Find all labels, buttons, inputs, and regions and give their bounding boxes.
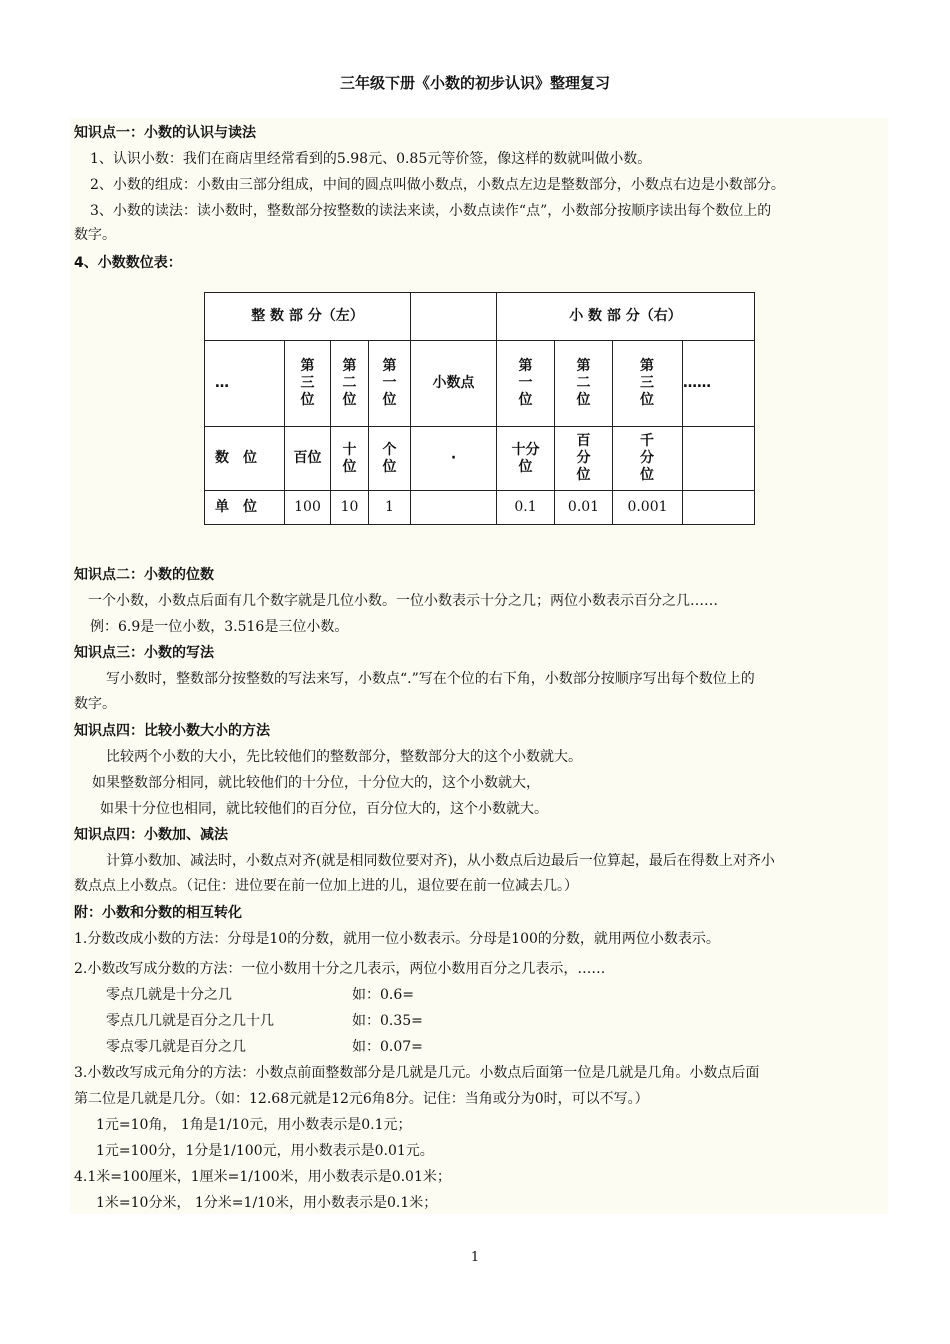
appendix-rule3-right: 如：0.07=: [352, 1039, 423, 1055]
appendix-rule1-left: 零点几就是十分之几: [106, 987, 232, 1003]
section5-p1b: 数点点上小数点。（记住：进位要在前一位加上进的儿，退位要在前一位减去几。）: [74, 878, 578, 894]
header-blank: [411, 293, 497, 341]
section1-heading: 知识点一：小数的认识与读法: [74, 125, 256, 141]
section3-p1a: 写小数时，整数部分按整数的写法来写，小数点“.”写在个位的右下角，小数部分按顺序写出每个数位上的: [106, 671, 755, 687]
unit-0-1: 0.1: [497, 491, 555, 525]
page-title: 三年级下册《小数的初步认识》整理复习: [339, 74, 610, 92]
int-first-place: 第一位: [382, 358, 397, 408]
appendix-item3d: 1元=100分，1分是1/100元，用小数表示是0.01元。: [96, 1143, 434, 1159]
unit-0-001: 0.001: [613, 491, 683, 525]
decimal-point-label: 小数点: [411, 341, 497, 427]
section3-heading: 知识点三：小数的写法: [74, 645, 214, 661]
section1-p1: 1、认识小数：我们在商店里经常看到的5.98元、0.85元等价签，像这样的数就叫做小数。: [90, 151, 652, 167]
unit-100: 100: [285, 491, 331, 525]
hundreds-place: 百位: [285, 427, 331, 491]
appendix-item3a: 3.小数改写成元角分的方法：小数点前面整数部分是几就是几元。小数点后面第一位是几就是几角。小数点后面: [74, 1065, 760, 1081]
content-area: [70, 118, 888, 1214]
section2-p1: 一个小数，小数点后面有几个数字就是几位小数。一位小数表示十分之几；两位小数表示百分之几……: [88, 593, 718, 609]
appendix-item2: 2.小数改写成分数的方法：一位小数用十分之几表示，两位小数用百分之几表示，……: [74, 961, 606, 977]
hundredths-place: 百分位: [576, 433, 591, 483]
tens-place: 十位: [342, 441, 357, 475]
decimal-part-header: 小 数 部 分（右）: [497, 293, 755, 341]
section3-p1b: 数字。: [74, 696, 116, 712]
appendix-item3c: 1元=10角， 1角是1/10元，用小数表示是0.1元；: [96, 1117, 412, 1133]
section5-p1a: 计算小数加、减法时，小数点对齐(就是相同数位要对齐)，从小数点后边最后一位算起，最后在得数上对齐小: [106, 853, 775, 869]
section4-heading: 知识点四：比较小数大小的方法: [74, 723, 270, 739]
dec-third-place: 第三位: [640, 358, 654, 408]
unit-1: 1: [369, 491, 411, 525]
appendix-item3b: 第二位是几就是几分。（如：12.68元就是12元6角8分。记住：当角或分为0时，可以不写。）: [74, 1091, 649, 1107]
ellipsis-left: …: [205, 341, 285, 427]
section4-p2: 如果整数部分相同，就比较他们的十分位，十分位大的，这个小数就大，: [92, 775, 540, 791]
dec-second-place: 第二位: [576, 358, 591, 408]
int-second-place: 第二位: [342, 358, 357, 408]
appendix-rule2-left: 零点几几就是百分之几十几: [106, 1013, 274, 1029]
section4-p3: 如果十分位也相同，就比较他们的百分位，百分位大的，这个小数就大。: [100, 801, 548, 817]
integer-part-header: 整 数 部 分（左）: [205, 293, 411, 341]
appendix-heading: 附：小数和分数的相互转化: [74, 905, 242, 921]
section5-heading: 知识点四：小数加、减法: [74, 827, 228, 843]
section4-p1: 比较两个小数的大小，先比较他们的整数部分，整数部分大的这个小数就大。: [106, 749, 582, 765]
appendix-rule1-right: 如：0.6=: [352, 987, 414, 1003]
page-number: 1: [470, 1250, 480, 1265]
appendix-item4a: 4.1米=100厘米，1厘米=1/100米，用小数表示是0.01米；: [74, 1169, 451, 1185]
section1-p3b: 数字。: [74, 227, 116, 243]
unit-0-01: 0.01: [555, 491, 613, 525]
unit-row-label: 单 位: [205, 491, 285, 525]
unit-row-blank: [683, 491, 755, 525]
digit-row-blank: [683, 427, 755, 491]
appendix-item4b: 1米=10分米， 1分米=1/10米，用小数表示是0.1米；: [96, 1195, 438, 1211]
decimal-dot: ·: [411, 427, 497, 491]
unit-point-blank: [411, 491, 497, 525]
place-value-table: [204, 292, 755, 525]
tenths-place: 十分位: [511, 441, 540, 475]
section1-p4: 4、小数数位表：: [74, 255, 182, 271]
dec-first-place: 第一位: [518, 358, 533, 408]
appendix-item1: 1.分数改成小数的方法：分母是10的分数，就用一位小数表示。分母是100的分数，就用两位小数表示。: [74, 931, 720, 947]
section2-heading: 知识点二：小数的位数: [74, 567, 214, 583]
appendix-rule3-left: 零点零几就是百分之几: [106, 1039, 246, 1055]
unit-10: 10: [331, 491, 369, 525]
thousandths-place: 千分位: [640, 433, 654, 483]
appendix-rule2-right: 如：0.35=: [352, 1013, 423, 1029]
section2-p2: 例：6.9是一位小数，3.516是三位小数。: [90, 619, 349, 635]
ellipsis-right: ……: [683, 341, 755, 427]
section1-p3a: 3、小数的读法：读小数时，整数部分按整数的读法来读，小数点读作“点”，小数部分按顺序读出每个数位上的: [90, 203, 772, 219]
digit-row-label: 数 位: [205, 427, 285, 491]
section1-p2: 2、小数的组成：小数由三部分组成，中间的圆点叫做小数点，小数点左边是整数部分，小数点右边是小数部分。: [90, 177, 785, 193]
int-third-place: 第三位: [300, 358, 315, 408]
ones-place: 个位: [382, 441, 397, 475]
